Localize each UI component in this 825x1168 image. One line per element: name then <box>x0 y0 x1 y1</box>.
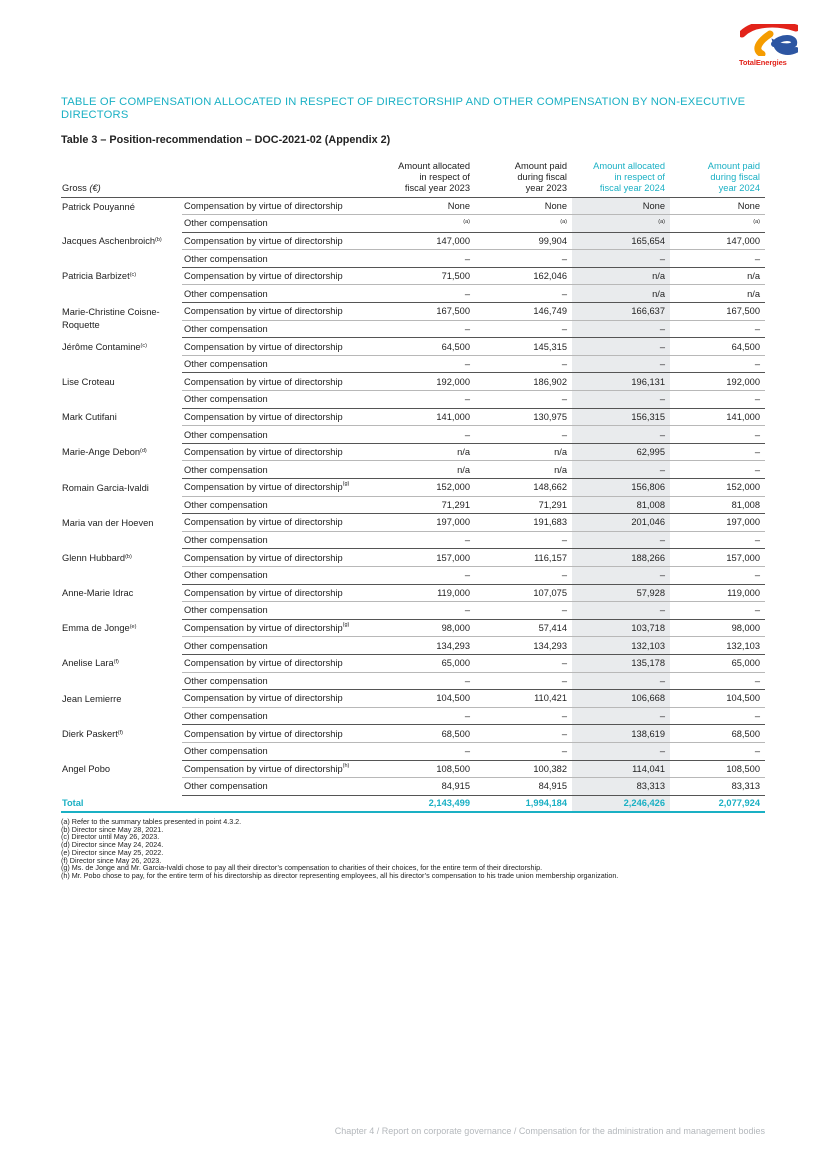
director-row <box>61 619 765 637</box>
amount-cell: – <box>572 566 670 584</box>
compensation-type: Other compensation <box>182 531 372 549</box>
director-note: (d) <box>140 448 147 455</box>
gross-header <box>61 158 372 197</box>
amount-cell: 192,000 <box>372 373 475 391</box>
director-note: (c) <box>140 342 147 349</box>
amount-cell <box>670 215 765 233</box>
amount-cell: – <box>372 320 475 338</box>
amount-cell: 165,654 <box>572 232 670 250</box>
amount-cell: 65,000 <box>670 654 765 672</box>
amount-cell: – <box>572 707 670 725</box>
cell-note: (a) <box>658 219 665 226</box>
amount-cell: 167,500 <box>372 303 475 321</box>
director-name: Emma de Jonge$^{(e)}$ <box>62 623 137 634</box>
amount-cell: 71,291 <box>475 496 572 514</box>
amount-cell: n/a <box>372 443 475 461</box>
director-name: Anne-Marie Idrac <box>62 588 134 599</box>
amount-cell: 157,000 <box>670 549 765 567</box>
amount-cell: – <box>572 355 670 373</box>
director-name: Mark Cutifani <box>62 412 117 423</box>
amount-cell: – <box>670 320 765 338</box>
compensation-type: Compensation by virtue of directorship <box>182 303 372 321</box>
compensation-type: Other compensation <box>182 672 372 690</box>
total-label: Total <box>61 795 372 812</box>
compensation-type: Other compensation <box>182 250 372 268</box>
amount-cell: – <box>670 250 765 268</box>
amount-cell: n/a <box>372 461 475 479</box>
amount-cell: – <box>670 602 765 620</box>
brand-name: TotalEnergies <box>739 58 787 67</box>
footnote: (g) Ms. de Jonge and Mr. Garcia-Ivaldi chose to pay all their director’s compensation to charities of their choices, for the entire term of their directorship. <box>61 863 543 873</box>
footnote: (e) Director since May 25, 2022. <box>61 847 164 857</box>
amount-cell: 84,915 <box>372 778 475 796</box>
section-title: TABLE OF COMPENSATION ALLOCATED IN RESPECT OF DIRECTORSHIP AND OTHER COMPENSATION BY NON-EXECUTIVE DIRECTORS <box>61 96 746 121</box>
amount-cell: 103,718 <box>572 619 670 637</box>
amount-cell: 100,382 <box>475 760 572 778</box>
amount-cell: 83,313 <box>670 778 765 796</box>
amount-cell: 110,421 <box>475 690 572 708</box>
amount-cell: None <box>572 197 670 215</box>
amount-cell: – <box>475 250 572 268</box>
total-cell: 2,143,499 <box>372 795 475 812</box>
compensation-type: Other compensation <box>182 637 372 655</box>
amount-cell: None <box>670 197 765 215</box>
amount-cell: – <box>475 672 572 690</box>
director-row <box>61 725 765 743</box>
director-name: Marie-Ange Debon$^{(d)}$ <box>62 447 147 458</box>
amount-cell: 108,500 <box>670 760 765 778</box>
amount-cell <box>475 215 572 233</box>
amount-cell: – <box>475 725 572 743</box>
total-cell: 1,994,184 <box>475 795 572 812</box>
compensation-type: Other compensation <box>182 391 372 409</box>
amount-cell <box>572 215 670 233</box>
compensation-type: Other compensation <box>182 355 372 373</box>
compensation-type: Other compensation <box>182 707 372 725</box>
director-row <box>61 654 765 672</box>
amount-cell: – <box>670 566 765 584</box>
footnote: (d) Director since May 24, 2024. <box>61 840 164 850</box>
amount-cell: – <box>372 285 475 303</box>
footnote: (f) Director since May 26, 2023. <box>61 855 162 865</box>
amount-cell: 62,995 <box>572 443 670 461</box>
amount-cell: – <box>475 426 572 444</box>
compensation-type: Other compensation <box>182 426 372 444</box>
amount-cell: 157,000 <box>372 549 475 567</box>
amount-cell: – <box>475 531 572 549</box>
amount-cell: – <box>372 602 475 620</box>
amount-cell: – <box>572 531 670 549</box>
gross-label: Gross <box>62 182 87 193</box>
director-name: Jean Lemierre <box>62 693 122 704</box>
amount-cell: – <box>372 426 475 444</box>
amount-cell: 71,500 <box>372 267 475 285</box>
footnotes <box>61 818 781 880</box>
amount-cell: 107,075 <box>475 584 572 602</box>
director-note: (e) <box>129 624 137 631</box>
amount-cell: – <box>475 707 572 725</box>
director-row <box>61 549 765 567</box>
amount-cell: 104,500 <box>372 690 475 708</box>
compensation-type: Compensation by virtue of directorship <box>182 654 372 672</box>
director-row <box>61 408 765 426</box>
type-note: (g) <box>342 481 350 488</box>
amount-cell: 83,313 <box>572 778 670 796</box>
amount-cell: – <box>372 742 475 760</box>
amount-cell: 71,291 <box>372 496 475 514</box>
amount-cell: 119,000 <box>670 584 765 602</box>
amount-cell: 147,000 <box>670 232 765 250</box>
amount-cell: – <box>372 531 475 549</box>
amount-cell: – <box>372 391 475 409</box>
director-name: Jacques Aschenbroich$^{(b)}$ <box>62 236 162 247</box>
director-name: Glenn Hubbard$^{(b)}$ <box>62 552 132 563</box>
director-row <box>61 760 765 778</box>
amount-cell: 114,041 <box>572 760 670 778</box>
amount-cell: None <box>372 197 475 215</box>
compensation-type: Compensation by virtue of directorship <box>182 549 372 567</box>
director-name: Angel Pobo <box>62 764 111 774</box>
compensation-type: Other compensation <box>182 285 372 303</box>
amount-cell: – <box>572 250 670 268</box>
table-body <box>61 197 765 812</box>
amount-cell: 167,500 <box>670 303 765 321</box>
amount-cell: 145,315 <box>475 338 572 356</box>
amount-cell: – <box>670 707 765 725</box>
amount-cell: 186,902 <box>475 373 572 391</box>
amount-cell: 191,683 <box>475 514 572 532</box>
compensation-type: Other compensation <box>182 461 372 479</box>
amount-cell: n/a <box>572 285 670 303</box>
amount-cell: – <box>572 320 670 338</box>
amount-cell: 188,266 <box>572 549 670 567</box>
amount-cell: 132,103 <box>670 637 765 655</box>
amount-cell: 64,500 <box>670 338 765 356</box>
director-name: Anelise Lara$^{(f)}$ <box>62 658 119 669</box>
director-row <box>61 443 765 461</box>
amount-cell: – <box>475 566 572 584</box>
amount-cell: – <box>372 707 475 725</box>
amount-cell: 141,000 <box>372 408 475 426</box>
total-cell: 2,077,924 <box>670 795 765 812</box>
col-header-allocated-2024: Amount allocated in respect of fiscal year 2024 <box>572 158 670 197</box>
director-name: Romain Garcia-Ivaldi <box>62 482 149 493</box>
type-note: (h) <box>342 762 350 769</box>
amount-cell: 134,293 <box>475 637 572 655</box>
director-row <box>61 690 765 708</box>
director-row <box>61 232 765 250</box>
cell-note: (a) <box>753 219 760 226</box>
compensation-type: Compensation by virtue of directorship <box>182 408 372 426</box>
amount-cell: 106,668 <box>572 690 670 708</box>
director-note: (b) <box>155 237 162 244</box>
amount-cell: 81,008 <box>572 496 670 514</box>
compensation-type: Compensation by virtue of directorship$^{(h)}$ <box>182 760 372 778</box>
director-name: Jérôme Contamine$^{(c)}$ <box>62 341 147 352</box>
director-row <box>61 197 765 215</box>
amount-cell: 81,008 <box>670 496 765 514</box>
amount-cell: 197,000 <box>670 514 765 532</box>
amount-cell: 119,000 <box>372 584 475 602</box>
amount-cell: 196,131 <box>572 373 670 391</box>
footnote: (a) Refer to the summary tables presented in point 4.3.2. <box>61 817 242 826</box>
amount-cell: – <box>475 285 572 303</box>
totalenergies-logo-mark <box>740 24 798 56</box>
director-row <box>61 373 765 391</box>
director-name: Dierk Paskert$^{(f)}$ <box>62 728 123 739</box>
total-row <box>61 795 765 812</box>
amount-cell: 152,000 <box>670 479 765 497</box>
amount-cell: 156,806 <box>572 479 670 497</box>
amount-cell: 166,637 <box>572 303 670 321</box>
amount-cell: n/a <box>572 267 670 285</box>
cell-note: (a) <box>560 219 567 226</box>
amount-cell: 57,928 <box>572 584 670 602</box>
amount-cell: – <box>670 461 765 479</box>
compensation-type: Compensation by virtue of directorship <box>182 725 372 743</box>
amount-cell: – <box>572 391 670 409</box>
director-note: (f) <box>117 729 123 736</box>
compensation-type: Compensation by virtue of directorship <box>182 338 372 356</box>
director-name: Maria van der Hoeven <box>62 517 154 528</box>
amount-cell: 84,915 <box>475 778 572 796</box>
amount-cell: – <box>475 355 572 373</box>
amount-cell: 68,500 <box>670 725 765 743</box>
amount-cell: n/a <box>670 285 765 303</box>
amount-cell: 99,904 <box>475 232 572 250</box>
amount-cell: 201,046 <box>572 514 670 532</box>
amount-cell: – <box>372 250 475 268</box>
amount-cell: – <box>670 443 765 461</box>
compensation-type: Compensation by virtue of directorship <box>182 197 372 215</box>
currency-label: (€) <box>89 182 101 193</box>
table-header-row <box>61 158 765 197</box>
director-row <box>61 479 765 497</box>
amount-cell: 65,000 <box>372 654 475 672</box>
amount-cell: – <box>670 355 765 373</box>
compensation-type: Other compensation <box>182 566 372 584</box>
director-note: (b) <box>125 553 132 560</box>
col-header-allocated-2023: Amount allocated in respect of fiscal year 2023 <box>372 158 475 197</box>
amount-cell: 148,662 <box>475 479 572 497</box>
compensation-type: Compensation by virtue of directorship <box>182 514 372 532</box>
col-header-paid-2024: Amount paid during fiscal year 2024 <box>670 158 765 197</box>
compensation-type: Compensation by virtue of directorship$^{(g)}$ <box>182 479 372 497</box>
amount-cell: 197,000 <box>372 514 475 532</box>
director-name: Marie-Christine Coisne-Roquette <box>62 306 160 330</box>
footnote: (h) Mr. Pobo chose to pay, for the entire term of his directorship as director representing employees, all his director’s compensation to his trade union membership organization. <box>61 870 619 880</box>
compensation-table <box>61 158 765 813</box>
amount-cell: 162,046 <box>475 267 572 285</box>
amount-cell: 141,000 <box>670 408 765 426</box>
compensation-type: Other compensation <box>182 742 372 760</box>
amount-cell: 57,414 <box>475 619 572 637</box>
amount-cell: – <box>372 566 475 584</box>
amount-cell: – <box>670 531 765 549</box>
director-name: Lise Croteau <box>62 376 115 387</box>
amount-cell: 104,500 <box>670 690 765 708</box>
amount-cell: – <box>475 742 572 760</box>
amount-cell: 146,749 <box>475 303 572 321</box>
amount-cell: None <box>475 197 572 215</box>
amount-cell: – <box>372 355 475 373</box>
amount-cell: 130,975 <box>475 408 572 426</box>
compensation-type: Compensation by virtue of directorship <box>182 584 372 602</box>
director-row <box>61 584 765 602</box>
amount-cell: 147,000 <box>372 232 475 250</box>
compensation-type: Other compensation <box>182 320 372 338</box>
amount-cell: – <box>372 672 475 690</box>
amount-cell: – <box>670 391 765 409</box>
total-cell: 2,246,426 <box>572 795 670 812</box>
compensation-type: Other compensation <box>182 215 372 233</box>
director-row <box>61 338 765 356</box>
totalenergies-logo <box>736 24 802 68</box>
page-footer: Chapter 4 / Report on corporate governance / Compensation for the administration and management bodies <box>334 1126 765 1136</box>
amount-cell: 98,000 <box>372 619 475 637</box>
compensation-type: Compensation by virtue of directorship <box>182 373 372 391</box>
amount-cell: n/a <box>475 443 572 461</box>
amount-cell: 152,000 <box>372 479 475 497</box>
director-name: Patricia Barbizet$^{(c)}$ <box>62 271 137 282</box>
amount-cell: – <box>670 426 765 444</box>
compensation-type: Other compensation <box>182 496 372 514</box>
amount-cell <box>372 215 475 233</box>
amount-cell: – <box>475 391 572 409</box>
amount-cell: 156,315 <box>572 408 670 426</box>
amount-cell: – <box>572 742 670 760</box>
director-row <box>61 514 765 532</box>
footnote: (b) Director since May 28, 2021. <box>61 824 164 834</box>
amount-cell: 138,619 <box>572 725 670 743</box>
amount-cell: – <box>475 654 572 672</box>
amount-cell: 64,500 <box>372 338 475 356</box>
amount-cell: 108,500 <box>372 760 475 778</box>
compensation-type: Compensation by virtue of directorship <box>182 232 372 250</box>
amount-cell: n/a <box>475 461 572 479</box>
amount-cell: – <box>670 742 765 760</box>
amount-cell: – <box>670 672 765 690</box>
amount-cell: 192,000 <box>670 373 765 391</box>
amount-cell: – <box>475 320 572 338</box>
director-row <box>61 267 765 285</box>
table-title: Table 3 – Position-recommendation – DOC-2021-02 (Appendix 2) <box>61 134 391 146</box>
amount-cell: – <box>572 338 670 356</box>
footnote: (c) Director until May 26, 2023. <box>61 832 160 842</box>
compensation-type: Compensation by virtue of directorship <box>182 443 372 461</box>
amount-cell: – <box>475 602 572 620</box>
director-name: Patrick Pouyanné <box>62 201 135 212</box>
amount-cell: 116,157 <box>475 549 572 567</box>
compensation-type: Other compensation <box>182 778 372 796</box>
amount-cell: – <box>572 461 670 479</box>
amount-cell: 135,178 <box>572 654 670 672</box>
director-note: (c) <box>129 272 137 279</box>
director-row <box>61 303 765 321</box>
director-note: (f) <box>113 659 119 666</box>
amount-cell: n/a <box>670 267 765 285</box>
amount-cell: – <box>572 672 670 690</box>
amount-cell: – <box>572 426 670 444</box>
amount-cell: – <box>572 602 670 620</box>
type-note: (g) <box>342 622 350 629</box>
cell-note: (a) <box>463 219 470 226</box>
amount-cell: 132,103 <box>572 637 670 655</box>
amount-cell: 134,293 <box>372 637 475 655</box>
compensation-type: Compensation by virtue of directorship <box>182 690 372 708</box>
compensation-type: Compensation by virtue of directorship$^{(g)}$ <box>182 619 372 637</box>
amount-cell: 98,000 <box>670 619 765 637</box>
amount-cell: 68,500 <box>372 725 475 743</box>
compensation-type: Compensation by virtue of directorship <box>182 267 372 285</box>
compensation-type: Other compensation <box>182 602 372 620</box>
col-header-paid-2023: Amount paid during fiscal year 2023 <box>475 158 572 197</box>
